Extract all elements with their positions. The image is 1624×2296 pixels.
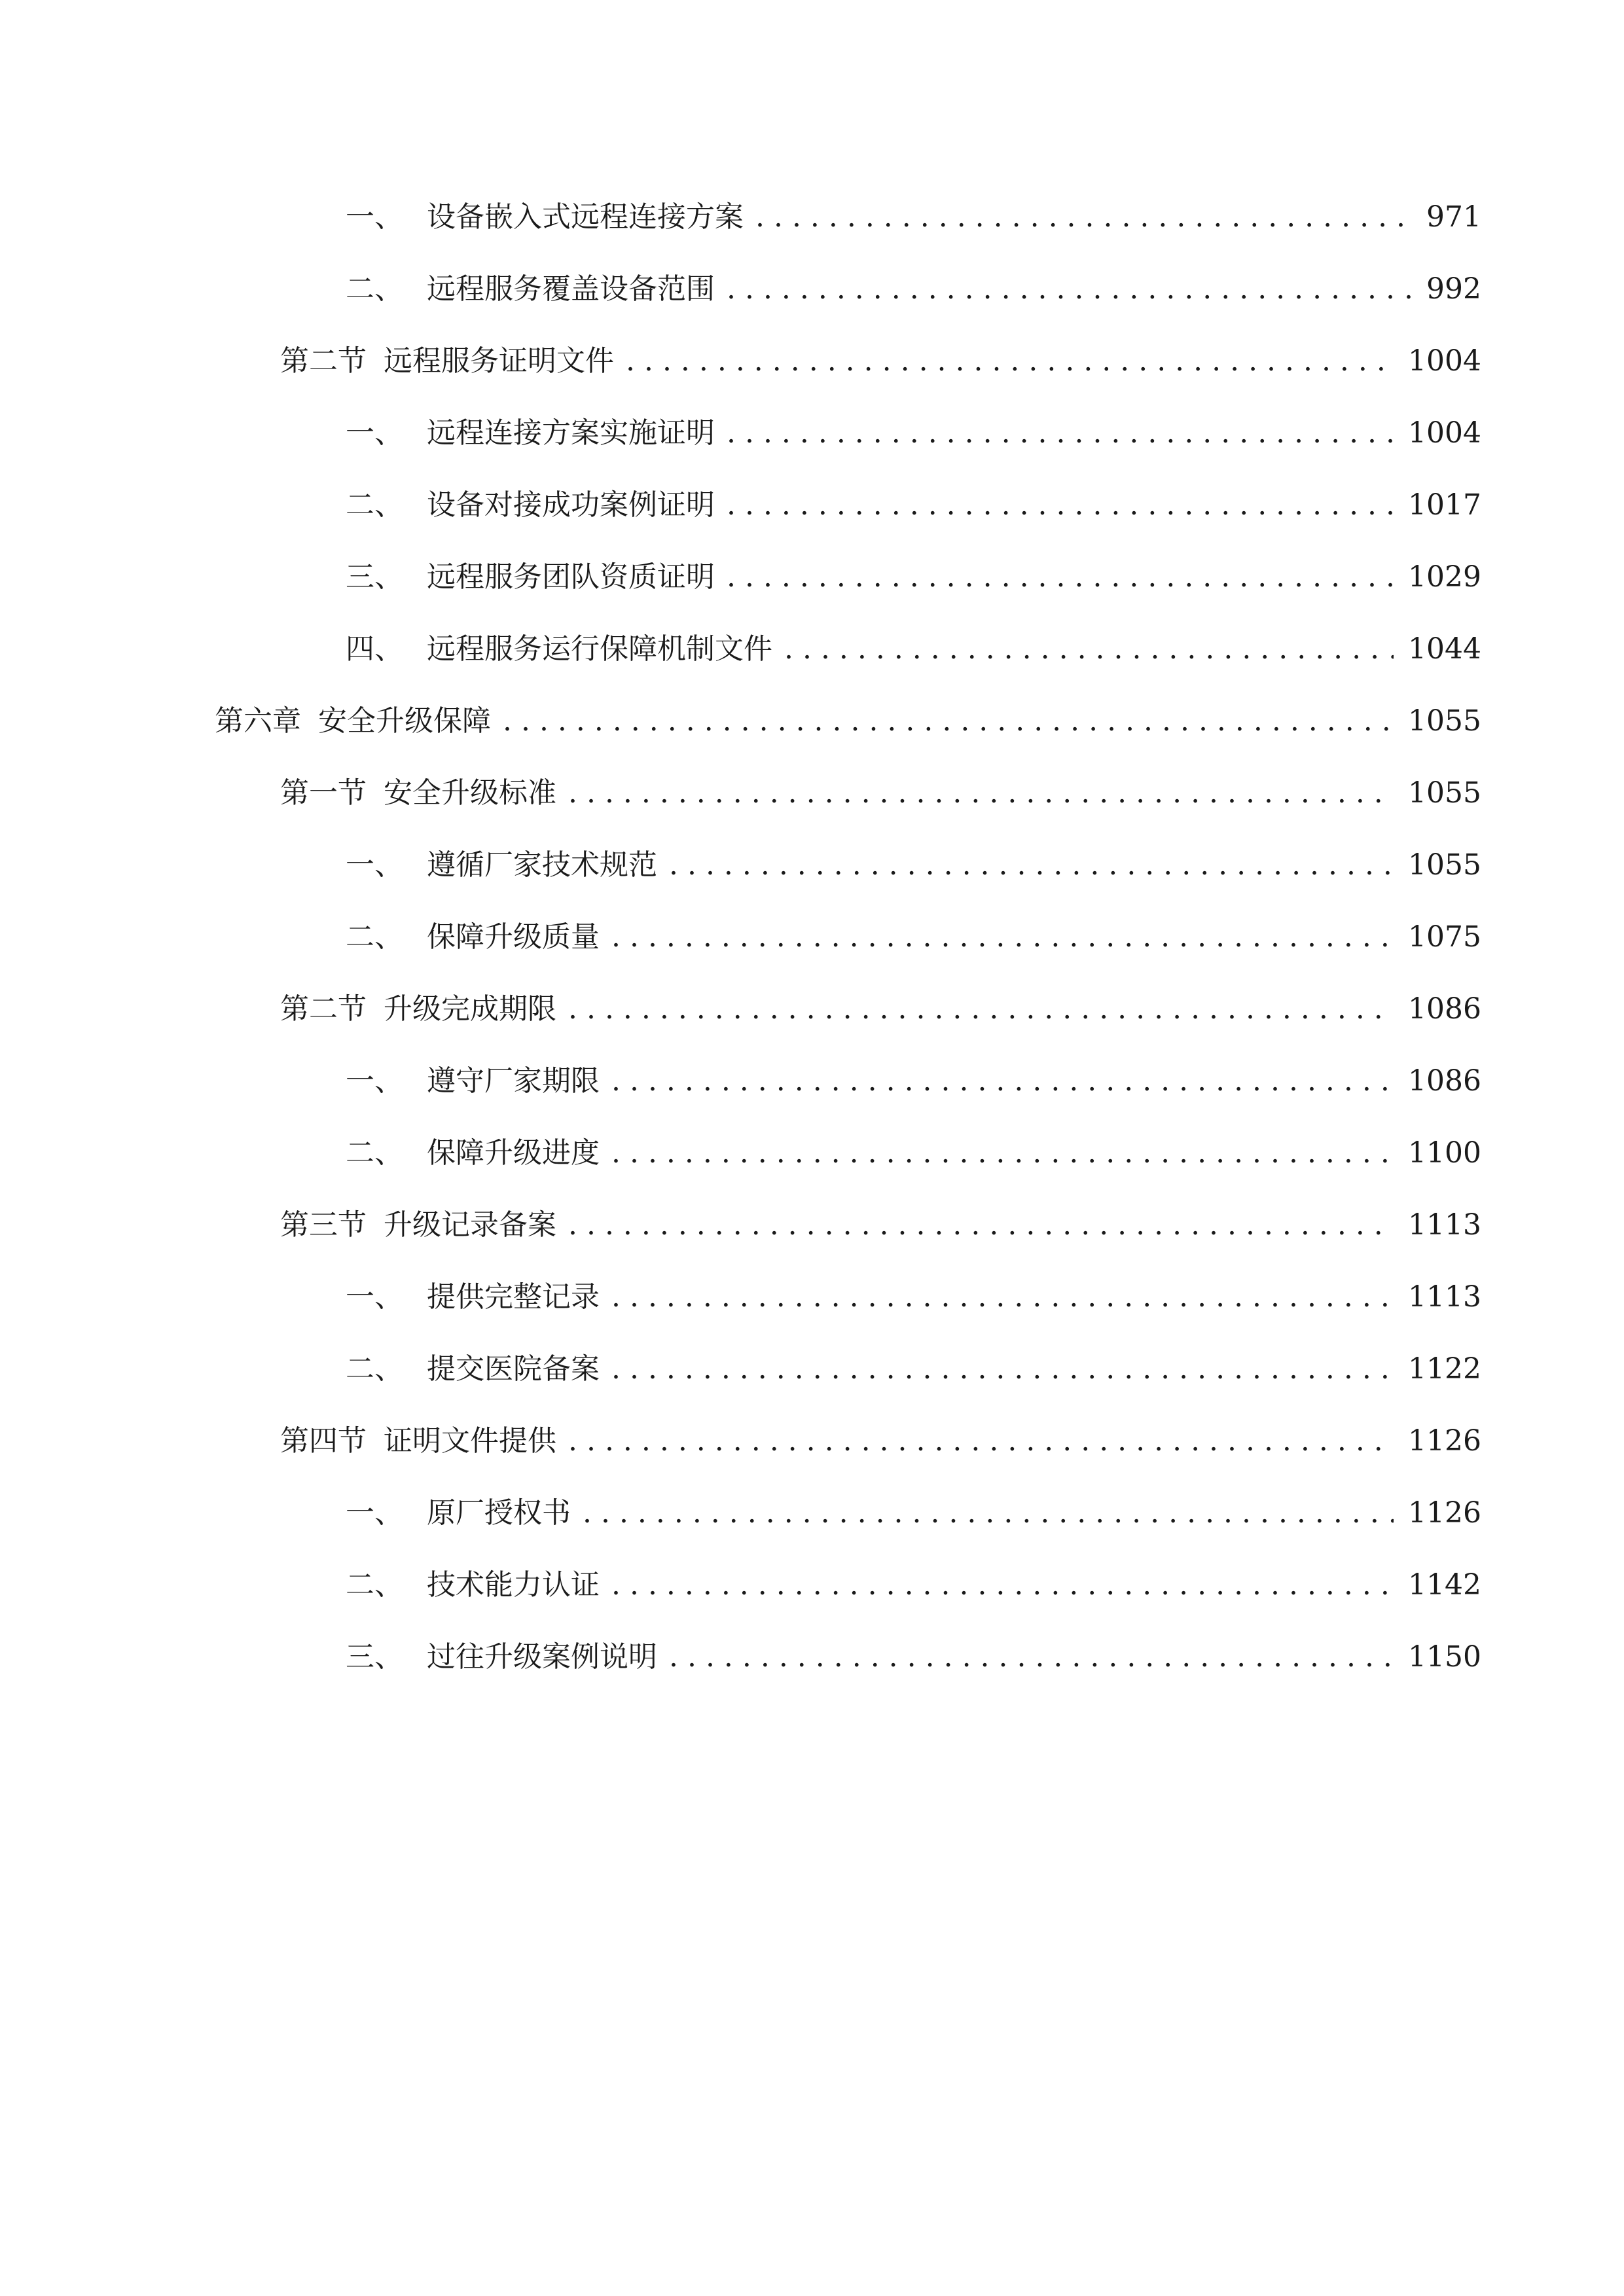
toc-entry[interactable]	[346, 263, 1481, 315]
toc-entry-title: 保障升级进度	[427, 1136, 600, 1170]
toc-entry[interactable]	[280, 983, 1481, 1035]
toc-entry-title: 过往升级案例说明	[427, 1640, 657, 1674]
toc-entry[interactable]	[346, 407, 1481, 459]
toc-entry-number: 二、	[346, 1352, 403, 1386]
toc-entry-page: 1113	[1408, 1208, 1481, 1242]
toc-entry-page: 1122	[1408, 1352, 1481, 1386]
toc-entry-page: 1075	[1408, 920, 1481, 954]
toc-entry-page: 992	[1426, 272, 1481, 306]
toc-entry[interactable]	[346, 1631, 1481, 1683]
toc-entry-page: 1055	[1408, 848, 1481, 882]
toc-entry-title: 遵守厂家期限	[427, 1064, 600, 1098]
toc-entry-title: 提供完整记录	[427, 1280, 600, 1314]
toc-entry-page: 1113	[1408, 1280, 1481, 1314]
toc-entry-number: 第二节	[280, 344, 367, 378]
toc-leader-dots	[611, 1055, 1394, 1107]
toc-entry[interactable]	[280, 335, 1481, 387]
toc-entry-page: 1055	[1408, 776, 1481, 810]
toc-entry-number: 一、	[346, 1064, 403, 1098]
toc-leader-dots	[568, 983, 1394, 1035]
toc-entry-number: 第三节	[280, 1208, 367, 1242]
toc-entry[interactable]	[346, 839, 1481, 891]
toc-entry-title: 远程服务团队资质证明	[427, 560, 715, 594]
toc-entry-number: 二、	[346, 272, 403, 306]
toc-leader-dots	[568, 1199, 1394, 1251]
toc-leader-dots	[503, 695, 1394, 747]
toc-entry-page: 971	[1426, 200, 1481, 234]
toc-entry[interactable]	[346, 1559, 1481, 1611]
toc-entry[interactable]	[346, 479, 1481, 531]
toc-entry-number: 一、	[346, 848, 403, 882]
toc-entry-number: 第四节	[280, 1424, 367, 1458]
toc-entry[interactable]	[280, 1415, 1481, 1467]
toc-entry-number: 二、	[346, 1136, 403, 1170]
toc-leader-dots	[669, 1631, 1394, 1683]
toc-entry[interactable]	[346, 1343, 1481, 1395]
toc-entry-title: 证明文件提供	[384, 1424, 556, 1458]
toc-entry-number: 一、	[346, 1280, 403, 1314]
toc-leader-dots	[727, 551, 1394, 603]
toc-entry-number: 一、	[346, 1496, 403, 1530]
toc-entry[interactable]	[346, 551, 1481, 603]
toc-entry[interactable]	[346, 623, 1481, 675]
toc-entry-title: 远程服务覆盖设备范围	[427, 272, 715, 306]
toc-leader-dots	[611, 1127, 1394, 1179]
toc-leader-dots	[611, 911, 1394, 963]
toc-leader-dots	[669, 839, 1394, 891]
toc-leader-dots	[611, 1271, 1394, 1323]
toc-leader-dots	[727, 263, 1412, 315]
toc-entry[interactable]	[346, 191, 1481, 243]
toc-entry[interactable]	[346, 1487, 1481, 1539]
toc-entry[interactable]	[215, 695, 1481, 747]
toc-entry-number: 第二节	[280, 992, 367, 1026]
toc-entry-page: 1044	[1408, 632, 1481, 666]
toc-entry-title: 保障升级质量	[427, 920, 600, 954]
toc-entry-page: 1086	[1408, 1064, 1481, 1098]
toc-entry-number: 四、	[346, 632, 403, 666]
toc-entry-number: 三、	[346, 1640, 403, 1674]
toc-entry-title: 安全升级保障	[318, 704, 491, 738]
toc-entry-number: 一、	[346, 416, 403, 450]
toc-entry-title: 远程服务运行保障机制文件	[427, 632, 772, 666]
toc-entry-title: 遵循厂家技术规范	[427, 848, 657, 882]
toc-entry-page: 1142	[1408, 1568, 1481, 1602]
toc-entry-number: 二、	[346, 1568, 403, 1602]
toc-entry-title: 升级记录备案	[384, 1208, 556, 1242]
toc-leader-dots	[626, 335, 1394, 387]
toc-entry[interactable]	[280, 1199, 1481, 1251]
toc-entry-page: 1150	[1408, 1640, 1481, 1674]
toc-entry-title: 提交医院备案	[427, 1352, 600, 1386]
toc-entry-number: 一、	[346, 200, 403, 234]
toc-entry[interactable]	[346, 1271, 1481, 1323]
toc-leader-dots	[784, 623, 1394, 675]
toc-entry-page: 1126	[1408, 1424, 1481, 1458]
toc-leader-dots	[727, 479, 1394, 531]
toc-entry-number: 第一节	[280, 776, 367, 810]
toc-entry-page: 1100	[1408, 1136, 1481, 1170]
toc-entry[interactable]	[346, 1055, 1481, 1107]
toc-entry-page: 1004	[1408, 416, 1481, 450]
toc-entry-title: 设备嵌入式远程连接方案	[427, 200, 744, 234]
toc-entry-number: 三、	[346, 560, 403, 594]
toc-leader-dots	[611, 1559, 1394, 1611]
toc-entry-number: 二、	[346, 920, 403, 954]
toc-entry-title: 远程连接方案实施证明	[427, 416, 715, 450]
toc-leader-dots	[755, 191, 1412, 243]
toc-entry-title: 安全升级标准	[384, 776, 556, 810]
toc-entry-page: 1086	[1408, 992, 1481, 1026]
toc-entry-title: 远程服务证明文件	[384, 344, 614, 378]
toc-entry-page: 1029	[1408, 560, 1481, 594]
toc-entry-page: 1055	[1408, 704, 1481, 738]
toc-entry-page: 1017	[1408, 488, 1481, 522]
toc-entry-page: 1004	[1408, 344, 1481, 378]
toc-entry[interactable]	[346, 911, 1481, 963]
toc-entry-title: 技术能力认证	[427, 1568, 600, 1602]
toc-entry-page: 1126	[1408, 1496, 1481, 1530]
toc-entry-title: 设备对接成功案例证明	[427, 488, 715, 522]
toc-leader-dots	[727, 407, 1394, 459]
toc-entry[interactable]	[280, 767, 1481, 819]
toc-entry-title: 原厂授权书	[427, 1496, 571, 1530]
toc-entry[interactable]	[346, 1127, 1481, 1179]
toc-leader-dots	[568, 767, 1394, 819]
toc-leader-dots	[611, 1343, 1394, 1395]
toc-entry-number: 二、	[346, 488, 403, 522]
toc-entry-title: 升级完成期限	[384, 992, 556, 1026]
toc-leader-dots	[583, 1487, 1394, 1539]
toc-entry-number: 第六章	[215, 704, 301, 738]
toc-leader-dots	[568, 1415, 1394, 1467]
